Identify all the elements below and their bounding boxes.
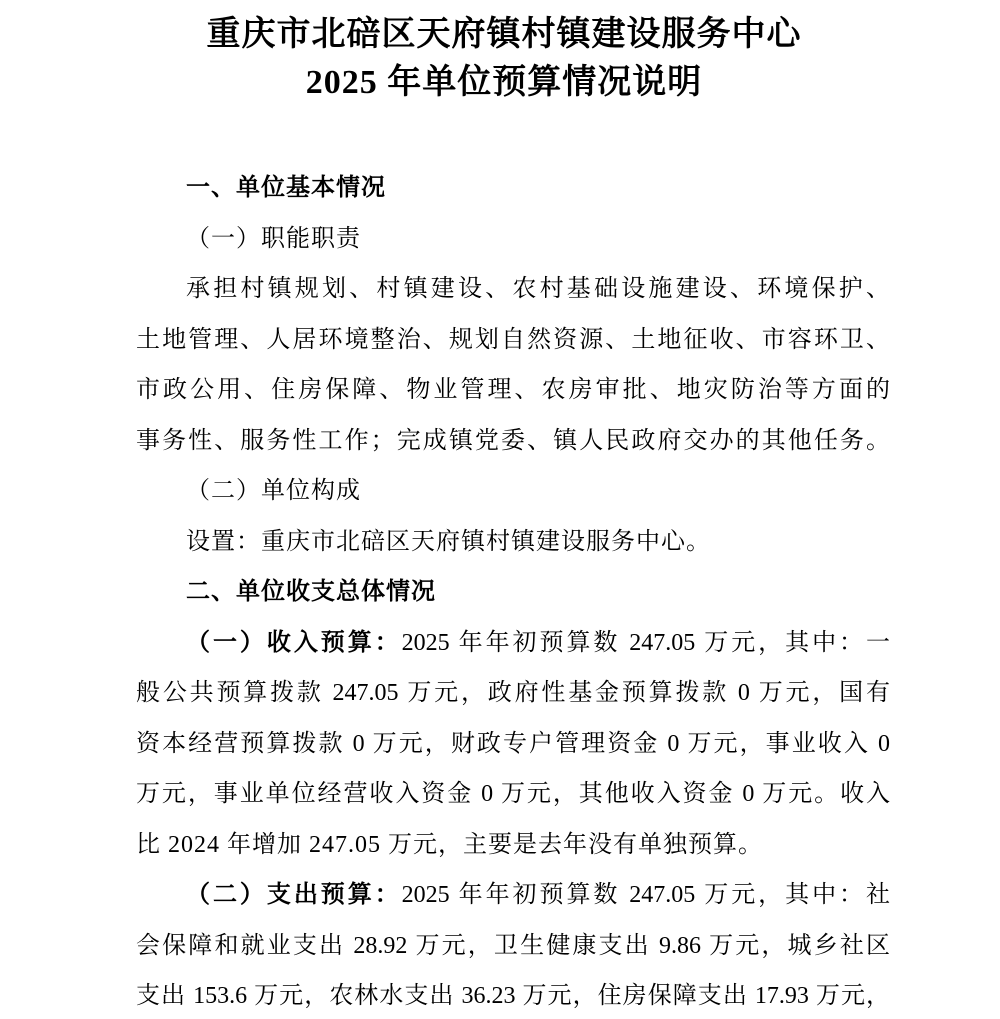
section-heading-basic-info: 一、单位基本情况 xyxy=(186,174,386,201)
income-budget-line: 般公共预算拨款 247.05 万元，政府性基金预算拨款 0 万元，国有 xyxy=(136,680,890,706)
income-budget-line: 万元，事业单位经营收入资金 0 万元，其他收入资金 0 万元。收入 xyxy=(136,781,890,807)
expenditure-budget-line: 会保障和就业支出 28.92 万元，卫生健康支出 9.86 万元，城乡社区 xyxy=(136,932,890,959)
duties-paragraph-line: 事务性、服务性工作；完成镇党委、镇人民政府交办的其他任务。 xyxy=(136,427,890,454)
expenditure-budget-line: 支出 153.6 万元，农林水支出 36.23 万元，住房保障支出 17.93 万元， xyxy=(136,983,890,1009)
subsection-heading-duties: （一）职能职责 xyxy=(186,225,361,252)
duties-paragraph-line: 市政公用、住房保障、物业管理、农房审批、地灾防治等方面的 xyxy=(136,377,890,403)
income-budget-line: 比 2024 年增加 247.05 万元，主要是去年没有单独预算。 xyxy=(136,831,763,858)
expenditure-budget-lead: （二）支出预算： xyxy=(186,882,402,908)
income-budget-line xyxy=(136,625,890,661)
duties-paragraph-line: 承担村镇规划、村镇建设、农村基础设施建设、环境保护、 xyxy=(186,276,890,302)
document-title xyxy=(0,15,1000,103)
expenditure-budget-line xyxy=(136,877,890,913)
document-body xyxy=(136,170,890,1014)
composition-text: 设置：重庆市北碚区天府镇村镇建设服务中心。 xyxy=(186,528,711,555)
income-budget-lead: （一）收入预算： xyxy=(186,629,402,656)
subsection-heading-composition: （二）单位构成 xyxy=(186,478,361,504)
expenditure-budget-text: 2025 年年初预算数 247.05 万元，其中：社 xyxy=(401,882,891,908)
title-unit-name: 重庆市北碚区天府镇村镇建设服务中心 xyxy=(206,16,802,53)
section-heading-budget-overview: 二、单位收支总体情况 xyxy=(186,578,436,605)
duties-paragraph-line: 土地管理、人居环境整治、规划自然资源、土地征收、市容环卫、 xyxy=(136,326,890,353)
income-budget-text: 2025 年年初预算数 247.05 万元，其中：一 xyxy=(401,629,891,656)
income-budget-line: 资本经营预算拨款 0 万元，财政专户管理资金 0 万元，事业收入 0 xyxy=(136,730,890,757)
title-report-name: 2025 年单位预算情况说明 xyxy=(305,64,703,101)
